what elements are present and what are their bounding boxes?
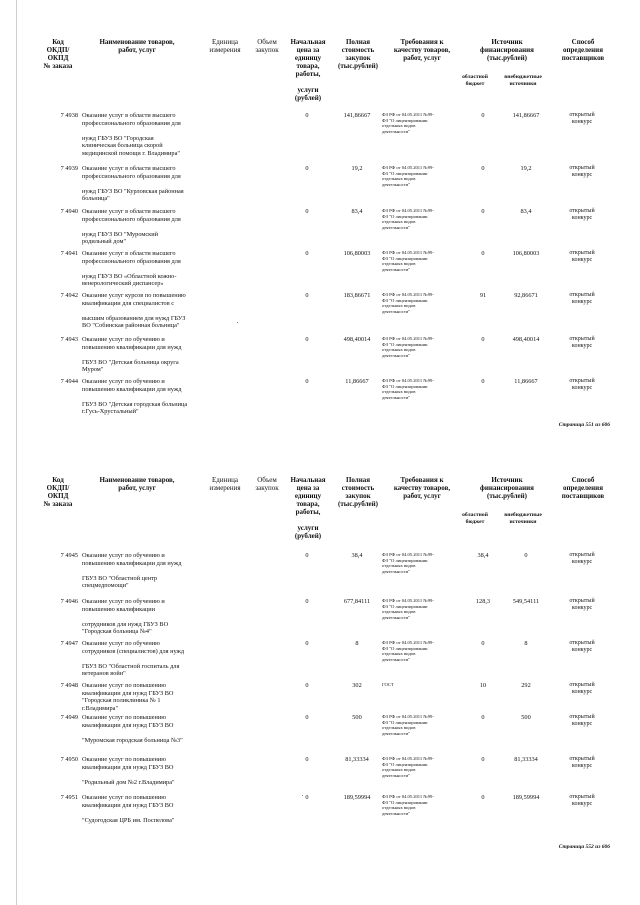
cell-code: 7 4940	[60, 208, 78, 215]
cell-method: открытый конкурс	[569, 378, 595, 391]
cell-description: Оказание услуг в области высшего профессионального образования для нужд ГБУЗ ВО "Курловская районная больница"	[82, 165, 184, 203]
header-extra-budget: внебюджетные источники	[504, 512, 542, 525]
cell-extra-budget: 19,2	[520, 165, 532, 172]
cell-extra-budget: 92,86671	[514, 292, 538, 299]
header-cost: Полная стоимость закупок (тыс.рублей)	[337, 476, 379, 508]
cell-extra-budget: 11,86667	[514, 378, 538, 385]
cell-requirements: ФЗ РФ от 04.05.2011 №99- ФЗ "О лицензировании отдельных видов деятельности"	[382, 250, 434, 272]
cell-cost: 11,86667	[345, 378, 369, 385]
cell-method: открытый конкурс	[569, 794, 595, 807]
cell-description: Оказание услуг по обучению и повышению квалификации для нужд ГБУЗ ВО "Детская больница округа Муром"	[82, 336, 182, 374]
cell-requirements: ФЗ РФ от 04.05.2011 №99- ФЗ "О лицензировании отдельных видов деятельности"	[382, 165, 434, 187]
cell-code: 7 4951	[60, 794, 78, 801]
cell-cost: 83,4	[351, 208, 363, 215]
cell-requirements: ФЗ РФ от 04.05.2011 №99- ФЗ "О лицензировании отдельных видов деятельности"	[382, 336, 434, 358]
cell-description: Оказание услуг по повышению квалификации для нужд ГБУЗ ВО "Муромская городская больница №3"	[82, 714, 183, 744]
cell-regional-budget: 38,4	[477, 552, 489, 559]
cell-regional-budget: 0	[481, 112, 485, 119]
cell-regional-budget: 10	[479, 682, 487, 689]
cell-requirements: ФЗ РФ от 04.05.2011 №99- ФЗ "О лицензировании отдельных видов деятельности"	[382, 552, 434, 574]
cell-description: Оказание услуг в области высшего профессионального образования для нужд ГБУЗ ВО "Городская клиническая больница скорой медицинской помощи г. Владимира"	[82, 112, 181, 157]
cell-code: 7 4949	[60, 714, 78, 721]
header-volume: Объем закупок	[255, 38, 279, 54]
cell-price: 0	[305, 378, 309, 385]
header-price: Начальная цена за единицу товара, работы, услуги (рублей)	[290, 38, 326, 102]
page-footer: Страница 551 из 606	[558, 422, 610, 428]
cell-requirements: ФЗ РФ от 04.05.2011 №99- ФЗ "О лицензировании отдельных видов деятельности"	[382, 714, 434, 736]
cell-regional-budget: 128,3	[475, 598, 491, 605]
table-section-2	[0, 470, 640, 905]
cell-requirements: ФЗ РФ от 04.05.2011 №99- ФЗ "О лицензировании отдельных видов деятельности"	[382, 640, 434, 662]
cell-method: открытый конкурс	[569, 756, 595, 769]
cell-regional-budget: 0	[481, 794, 485, 801]
cell-price: 0	[305, 165, 309, 172]
cell-description: Оказание услуг по повышению квалификации для нужд ГБУЗ ВО "Городская поликлиника № 1 г.Владимира"	[82, 682, 174, 712]
header-price: Начальная цена за единицу товара, работы, услуги (рублей)	[290, 476, 326, 540]
cell-cost: 677,84111	[343, 598, 371, 605]
cell-method: открытый конкурс	[569, 598, 595, 611]
cell-cost: 19,2	[351, 165, 363, 172]
cell-price: 0	[305, 208, 309, 215]
cell-code: 7 4943	[60, 336, 78, 343]
cell-regional-budget: 0	[481, 640, 485, 647]
cell-method: открытый конкурс	[569, 292, 595, 305]
cell-description: Оказание услуг по повышению квалификации для нужд ГБУЗ ВО "Родильный дом №2 г.Владимира"	[82, 756, 175, 786]
cell-requirements: ФЗ РФ от 04.05.2011 №99- ФЗ "О лицензировании отдельных видов деятельности"	[382, 378, 434, 400]
header-name: Наименование товаров, работ, услуг	[99, 476, 175, 492]
page-footer: Страница 552 из 606	[558, 844, 610, 850]
cell-price: 0	[305, 640, 309, 647]
cell-extra-budget: 549,54111	[512, 598, 540, 605]
header-name: Наименование товаров, работ, услуг	[99, 38, 175, 54]
cell-description: Оказание услуг курсов по повышению квалификации для специалистов с высшим образованием для нужд ГБУЗ ВО "Собинская районная больница"	[82, 292, 186, 330]
cell-price: 0	[305, 250, 309, 257]
cell-extra-budget: 0	[524, 552, 528, 559]
cell-regional-budget: 0	[481, 208, 485, 215]
cell-description: Оказание услуг по обучению и повышению квалификации сотрудников для нужд ГБУЗ ВО "Городская больница №4"	[82, 598, 169, 636]
scan-speck	[237, 322, 238, 323]
cell-price: 0	[305, 292, 309, 299]
cell-cost: 500	[352, 714, 362, 721]
header-unit: Единица измерения	[209, 38, 241, 54]
cell-requirements: ФЗ РФ от 04.05.2011 №99- ФЗ "О лицензировании отдельных видов деятельности"	[382, 794, 434, 816]
cell-description: Оказание услуг по повышению квалификации для нужд ГБУЗ ВО "Судогодская ЦРБ им. Поспелова"	[82, 794, 175, 824]
header-method: Способ определения поставщиков	[561, 38, 605, 62]
cell-cost: 8	[355, 640, 359, 647]
scan-speck	[302, 795, 303, 796]
cell-regional-budget: 0	[481, 336, 485, 343]
cell-method: открытый конкурс	[569, 336, 595, 349]
cell-regional-budget: 0	[481, 714, 485, 721]
cell-code: 7 4939	[60, 165, 78, 172]
cell-price: 0	[305, 112, 309, 119]
cell-extra-budget: 83,4	[520, 208, 532, 215]
cell-method: открытый конкурс	[569, 112, 595, 125]
cell-description: Оказание услуг по обучению и повышению квалификации для нужд ГБУЗ ВО "Детская городская больница г.Гусь-Хрустальный"	[82, 378, 188, 416]
cell-method: открытый конкурс	[569, 682, 595, 695]
header-code: Код ОКДП/ ОКПД № заказа	[43, 476, 73, 508]
cell-cost: 81,33334	[345, 756, 369, 763]
cell-code: 7 4942	[60, 292, 78, 299]
cell-extra-budget: 81,33334	[514, 756, 538, 763]
cell-extra-budget: 498,40014	[512, 336, 540, 343]
cell-code: 7 4950	[60, 756, 78, 763]
cell-requirements: ФЗ РФ от 04.05.2011 №99- ФЗ "О лицензировании отдельных видов деятельности"	[382, 756, 434, 778]
cell-method: открытый конкурс	[569, 552, 595, 565]
cell-description: Оказание услуг в области высшего профессионального образования для нужд ГБУЗ ВО "Муромский родильный дом"	[82, 208, 181, 246]
header-regional-budget: областной бюджет	[462, 74, 488, 87]
cell-method: открытый конкурс	[569, 208, 595, 221]
cell-extra-budget: 141,86667	[512, 112, 540, 119]
header-method: Способ определения поставщиков	[561, 476, 605, 500]
cell-method: открытый конкурс	[569, 714, 595, 727]
cell-requirements: ФЗ РФ от 04.05.2011 №99- ФЗ "О лицензировании отдельных видов деятельности"	[382, 292, 434, 314]
cell-description: Оказание услуг по обучению и повышению квалификации для нужд ГБУЗ ВО "Областной центр спецмедпомощи"	[82, 552, 182, 590]
cell-code: 7 4947	[60, 640, 78, 647]
header-requirements: Требования к качеству товаров, работ, услуг	[393, 38, 451, 62]
cell-extra-budget: 106,80003	[512, 250, 540, 257]
cell-code: 7 4945	[60, 552, 78, 559]
cell-method: открытый конкурс	[569, 250, 595, 263]
header-code: Код ОКДП/ ОКПД № заказа	[43, 38, 73, 70]
table-section-1	[0, 0, 640, 452]
cell-regional-budget: 0	[481, 756, 485, 763]
cell-price: 0	[305, 714, 309, 721]
header-regional-budget: областной бюджет	[462, 512, 488, 525]
cell-method: открытый конкурс	[569, 640, 595, 653]
cell-extra-budget: 500	[521, 714, 531, 721]
cell-extra-budget: 292	[521, 682, 531, 689]
cell-price: 0	[305, 336, 309, 343]
header-volume: Объем закупок	[255, 476, 279, 492]
cell-code: 7 4948	[60, 682, 78, 689]
header-funding: Источник финансирования (тыс.рублей)	[480, 476, 534, 500]
cell-regional-budget: 0	[481, 165, 485, 172]
cell-price: 0	[305, 756, 309, 763]
cell-method: открытый конкурс	[569, 165, 595, 178]
cell-code: 7 4946	[60, 598, 78, 605]
cell-cost: 302	[352, 682, 362, 689]
header-cost: Полная стоимость закупок (тыс.рублей)	[337, 38, 379, 70]
cell-regional-budget: 91	[479, 292, 487, 299]
cell-code: 7 4944	[60, 378, 78, 385]
cell-price: 0	[305, 552, 309, 559]
cell-cost: 141,86667	[343, 112, 371, 119]
cell-cost: 106,80003	[343, 250, 371, 257]
cell-cost: 189,59994	[343, 794, 371, 801]
cell-description: Оказание услуг по обучению сотрудников (специалистов) для нужд ГБУЗ ВО "Областной госпиталь для ветеранов войн"	[82, 640, 185, 678]
cell-requirements: ГОСТ	[382, 682, 394, 687]
cell-requirements: ФЗ РФ от 04.05.2011 №99- ФЗ "О лицензировании отдельных видов деятельности"	[382, 112, 434, 134]
header-extra-budget: внебюджетные источники	[504, 74, 542, 87]
cell-regional-budget: 0	[481, 250, 485, 257]
cell-code: 7 4941	[60, 250, 78, 257]
cell-price: 0	[305, 794, 309, 801]
header-unit: Единица измерения	[209, 476, 241, 492]
header-funding: Источник финансирования (тыс.рублей)	[480, 38, 534, 62]
cell-cost: 183,86671	[343, 292, 371, 299]
cell-code: 7 4938	[60, 112, 78, 119]
cell-description: Оказание услуг в области высшего профессионального образования для нужд ГБУЗ ВО «Областной кожно- венерологический диспансер»	[82, 250, 181, 288]
cell-regional-budget: 0	[481, 378, 485, 385]
cell-price: 0	[305, 682, 309, 689]
cell-price: 0	[305, 598, 309, 605]
cell-cost: 38,4	[351, 552, 363, 559]
cell-requirements: ФЗ РФ от 04.05.2011 №99- ФЗ "О лицензировании отдельных видов деятельности"	[382, 208, 434, 230]
cell-extra-budget: 189,59994	[512, 794, 540, 801]
cell-requirements: ФЗ РФ от 04.05.2011 №99- ФЗ "О лицензировании отдельных видов деятельности"	[382, 598, 434, 620]
cell-extra-budget: 8	[524, 640, 528, 647]
cell-cost: 498,40014	[343, 336, 371, 343]
header-requirements: Требования к качеству товаров, работ, услуг	[393, 476, 451, 500]
